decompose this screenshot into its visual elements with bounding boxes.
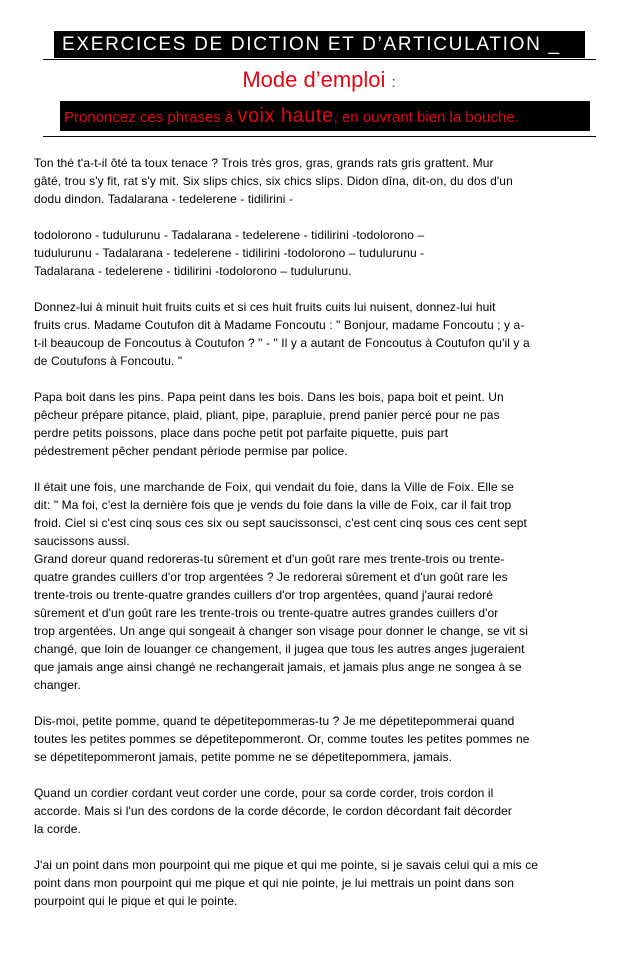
text-line: se dépetitepommeront jamais, petite pomme ne se dépetitepommera, jamais.: [34, 750, 453, 764]
text-line: que jamais ange ainsi changé ne rechangerait jamais, et jamais plus ange ne songea à se: [34, 660, 522, 674]
exercise-paragraph: [34, 784, 606, 838]
text-line: Grand doreur quand redoreras-tu sûrement et d'un goût rare mes trente-trois ou trente-: [34, 552, 505, 566]
text-line: gâté, trou s'y fit, rat s'y mit. Six slips chics, six chics slips. Didon dîna, dit-on, du dos d'un: [34, 174, 513, 188]
instruction-emphasis: voix haute: [237, 105, 334, 127]
instruction-banner: [60, 101, 590, 131]
document-title: EXERCICES DE DICTION ET D’ARTICULATION _: [62, 34, 561, 55]
text-line: todolorono - tudulurunu - Tadalarana - tedelerene - tidilirini -todolorono –: [34, 228, 425, 242]
text-line: changé, que loin de louanger ce changement, il jugea que tous les autres anges jugeraient: [34, 642, 525, 656]
text-line: Donnez-lui à minuit huit fruits cuits et si ces huit fruits cuits lui nuisent, donnez-lui huit: [34, 300, 496, 314]
instruction-text-part1: Prononcez ces phrases à: [64, 109, 238, 126]
mode-emploi-label: Mode d’emploi: [242, 67, 386, 92]
text-line: quatre grandes cuillers d'or trop argentées ? Je redorerai sûrement et d'un goût rare les: [34, 570, 508, 584]
text-line: Quand un cordier cordant veut corder une corde, pour sa corde corder, trois cordon il: [34, 786, 494, 800]
text-line: changer.: [34, 678, 81, 692]
text-line: Papa boit dans les pins. Papa peint dans les bois. Dans les bois, papa boit et peint. Un: [34, 390, 504, 404]
text-line: pédestrement pêcher pendant période permise par police.: [34, 444, 348, 458]
text-line: tudulurunu - Tadalarana - tedelerene - tidilirini -todolorono – tudulurunu -: [34, 246, 425, 260]
text-line: accorde. Mais si l'un des cordons de la corde décorde, le cordon décordant fait décorder: [34, 804, 513, 818]
mode-emploi-colon: :: [391, 74, 396, 91]
text-line: J'ai un point dans mon pourpoint qui me pique et qui me pointe, si je savais celui qui a mis ce: [34, 858, 539, 872]
exercise-text: [34, 154, 606, 910]
text-line: saucissons aussi.: [34, 534, 130, 548]
text-line: toutes les petites pommes se dépetitepommeront. Or, comme toutes les petites pommes ne: [34, 732, 530, 746]
text-line: fruits crus. Madame Coutufon dit à Madame Foncoutu : " Bonjour, madame Foncoutu ; y a-: [34, 318, 525, 332]
text-line: pêcheur prépare pitance, plaid, pliant, pipe, parapluie, prend panier percé pour ne pas: [34, 408, 500, 422]
text-line: Tadalarana - tedelerene - tidilirini -todolorono – tudulurunu.: [34, 264, 352, 278]
exercise-paragraph: [34, 154, 606, 208]
exercise-paragraph: [34, 298, 606, 370]
text-line: dodu dindon. Tadalarana - tedelerene - tidilirini -: [34, 192, 294, 206]
header-rule-bottom: [43, 136, 596, 137]
text-line: trente-trois ou trente-quatre grandes cuillers d'or trop argentées, quand j'aurai redoré: [34, 588, 493, 602]
exercise-paragraph: [34, 856, 606, 910]
text-line: pourpoint qui le pique et qui le pointe.: [34, 894, 238, 908]
text-line: t-il beaucoup de Foncoutus à Coutufon ? " - " Il y a autant de Foncoutus à Coutufon qu'il y a: [34, 336, 530, 350]
text-line: de Coutufons à Foncoutu. ": [34, 354, 183, 368]
text-line: Il était une fois, une marchande de Foix, qui vendait du foie, dans la Ville de Foix. Elle se: [34, 480, 515, 494]
exercise-paragraph: [34, 478, 606, 694]
text-line: trop argentées. Un ange qui songeait à changer son visage pour donner le change, se vit si: [34, 624, 528, 638]
exercise-paragraph: [34, 388, 606, 460]
text-line: sûrement et d'un goût rare les trente-trois ou trente-quatre autres grandes cuillers d'or: [34, 606, 499, 620]
instruction-text-part2: , en ouvrant bien la bouche.: [333, 109, 519, 126]
text-line: point dans mon pourpoint qui me pique et qui nie pointe, je lui mettrais un point dans son: [34, 876, 514, 890]
header-rule-top: [43, 59, 596, 60]
text-line: froid. Ciel si c'est cinq sous ces six ou sept saucissonsci, c'est cent cinq sous ces cent sept: [34, 516, 527, 530]
text-line: Dis-moi, petite pomme, quand te dépetitepommeras-tu ? Je me dépetitepommerai quand: [34, 714, 515, 728]
mode-emploi-heading: [0, 66, 638, 97]
exercise-paragraph: [34, 712, 606, 766]
exercise-paragraph: [34, 226, 606, 280]
document-title-banner: [54, 31, 585, 58]
text-line: perdre petits poissons, place dans poche petit pot parfaite piquette, puis part: [34, 426, 449, 440]
text-line: dit: " Ma foi, c'est la dernière fois que je vends du foie dans la ville de Foix, car il fait trop: [34, 498, 512, 512]
text-line: la corde.: [34, 822, 81, 836]
text-line: Ton thé t'a-t-il ôté ta toux tenace ? Trois très gros, gras, grands rats gris grattent. Mur: [34, 156, 494, 170]
